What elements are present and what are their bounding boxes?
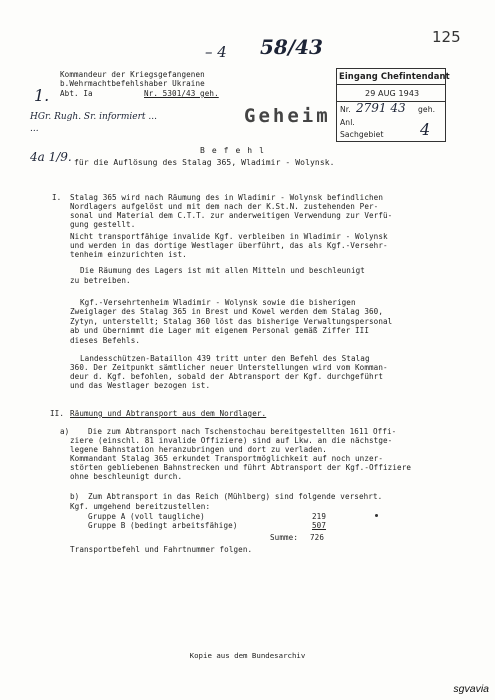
- text-line: Zweiglager des Stalag 365 in Brest und Kowel werden dem Stalag 360,: [70, 307, 384, 316]
- handwritten-note-line-1: HGr. Rugh. Sr. informiert ...: [30, 112, 157, 122]
- stamp-geh-label: geh.: [418, 105, 436, 114]
- office-line-1: Kommandeur der Kriegsgefangenen: [60, 70, 205, 79]
- text-line: zu betreiben.: [70, 276, 131, 285]
- abt-label: Abt. Ia: [60, 89, 93, 98]
- text-line: Zytyn, unterstellt; Stalag 360 löst das bisherige Verwaltungspersonal: [70, 317, 393, 326]
- text-line: Kommandant Stalag 365 erkundet Transportmöglichkeit auf noch unzer-: [70, 454, 384, 463]
- text-line: Kgf.-Versehrtenheim Wladimir - Wolynsk sowie die bisherigen: [80, 298, 356, 307]
- text-line: 360. Der Zeitpunkt sämtlicher neuer Unterstellungen wird vom Komman-: [70, 363, 388, 372]
- stamp-handwritten-mark: 4: [420, 120, 431, 139]
- section-i-numeral: I.: [52, 193, 62, 202]
- archive-footer: Kopie aus dem Bundesarchiv: [189, 651, 306, 660]
- document-number: Nr. 5301/43 geh.: [144, 89, 219, 98]
- text-line: störten gebliebenen Bahnstrecken und führt Abtransport der Kgf.-Offiziere: [70, 463, 412, 472]
- text-line: Kgf. umgehend bereitzustellen:: [70, 502, 211, 511]
- item-a-label: a): [60, 427, 70, 436]
- section-ii-numeral: II.: [50, 409, 65, 418]
- item-b-label: b): [70, 492, 80, 501]
- stamp-nr-value: 2791 43: [356, 101, 406, 115]
- section-ii-heading: Räumung und Abtransport aus dem Nordlager.: [70, 409, 267, 418]
- group-value: 219: [312, 512, 327, 521]
- text-line: tenheim einzurichten ist.: [70, 250, 187, 259]
- text-line: ohne beschleunigt durch.: [70, 472, 183, 481]
- text-line: deur d. Kgf. befohlen, sobald der Abtransport der Kgf. durchgeführt: [70, 372, 384, 381]
- text-line: ziere (einschl. 81 invalide Offiziere) sind auf Lkw. an die nächstge-: [70, 436, 393, 445]
- page-number: 125: [432, 28, 461, 46]
- text-line: Landesschützen-Bataillon 439 tritt unter den Befehl des Stalag: [80, 354, 370, 363]
- handwritten-date-note: 4a 1/9.: [30, 150, 72, 164]
- handwritten-dash-mark: – 4: [205, 43, 227, 61]
- befehl-heading: Befehl: [200, 146, 271, 155]
- text-line: Zum Abtransport in das Reich (Mühlberg) sind folgende versehrt.: [88, 492, 383, 501]
- text-line: gung gestellt.: [70, 220, 136, 229]
- geheim-stamp: Geheim: [244, 105, 331, 127]
- office-line-2: b.Wehrmachtbefehlshaber Ukraine: [60, 79, 205, 88]
- group-value: 507: [312, 521, 327, 530]
- group-label: Gruppe A (voll taugliche): [88, 512, 205, 521]
- text-line: Stalag 365 wird nach Räumung des in Wladimir - Wolynsk befindlichen: [70, 193, 384, 202]
- sum-label: Summe:: [270, 533, 299, 542]
- handwritten-file-number: 58/43: [260, 35, 323, 59]
- stamp-sachgebiet-label: Sachgebiet: [340, 130, 384, 139]
- stamp-title: Eingang Chefintendant: [339, 71, 450, 81]
- text-line: Die zum Abtransport nach Tschenstochau bereitgestellten 1611 Offi-: [88, 427, 397, 436]
- text-line: und werden in das dortige Westlager überführt, das als Kgf.-Versehr-: [70, 241, 388, 250]
- group-label: Gruppe B (bedingt arbeitsfähige): [88, 521, 238, 530]
- text-line: sonal und Material dem C.T.T. zur anderweitigen Verwendung zur Verfü-: [70, 211, 393, 220]
- watermark: sgvavia: [453, 683, 489, 695]
- text-line: Nicht transportfähige invalide Kgf. verbleiben in Wladimir - Wolynsk: [70, 232, 388, 241]
- text-line: legene Bahnstation heranzubringen und dort zu verladen.: [70, 445, 327, 454]
- sum-value: 726: [310, 533, 325, 542]
- handwritten-note-line-2: ...: [30, 124, 42, 134]
- text-line: ab und übernimmt die Lager mit eigenem Personal gemäß Ziffer III: [70, 326, 369, 335]
- text-line: und das Westlager bezogen ist.: [70, 381, 211, 390]
- order-title: für die Auflösung des Stalag 365, Wladimir - Wolynsk.: [74, 158, 335, 167]
- scan-mark: [375, 514, 378, 517]
- text-line: Nordlagers aufgelöst und mit dem nach der K.St.N. zustehenden Per-: [70, 202, 379, 211]
- stamp-nr-label: Nr.: [340, 105, 351, 114]
- closing-line: Transportbefehl und Fahrtnummer folgen.: [70, 545, 253, 554]
- stamp-date: 29 AUG 1943: [365, 89, 420, 98]
- text-line: dieses Befehls.: [70, 336, 141, 345]
- margin-number: 1.: [34, 86, 50, 105]
- stamp-anl-label: Anl.: [340, 118, 355, 127]
- text-line: Die Räumung des Lagers ist mit allen Mitteln und beschleunigt: [80, 266, 365, 275]
